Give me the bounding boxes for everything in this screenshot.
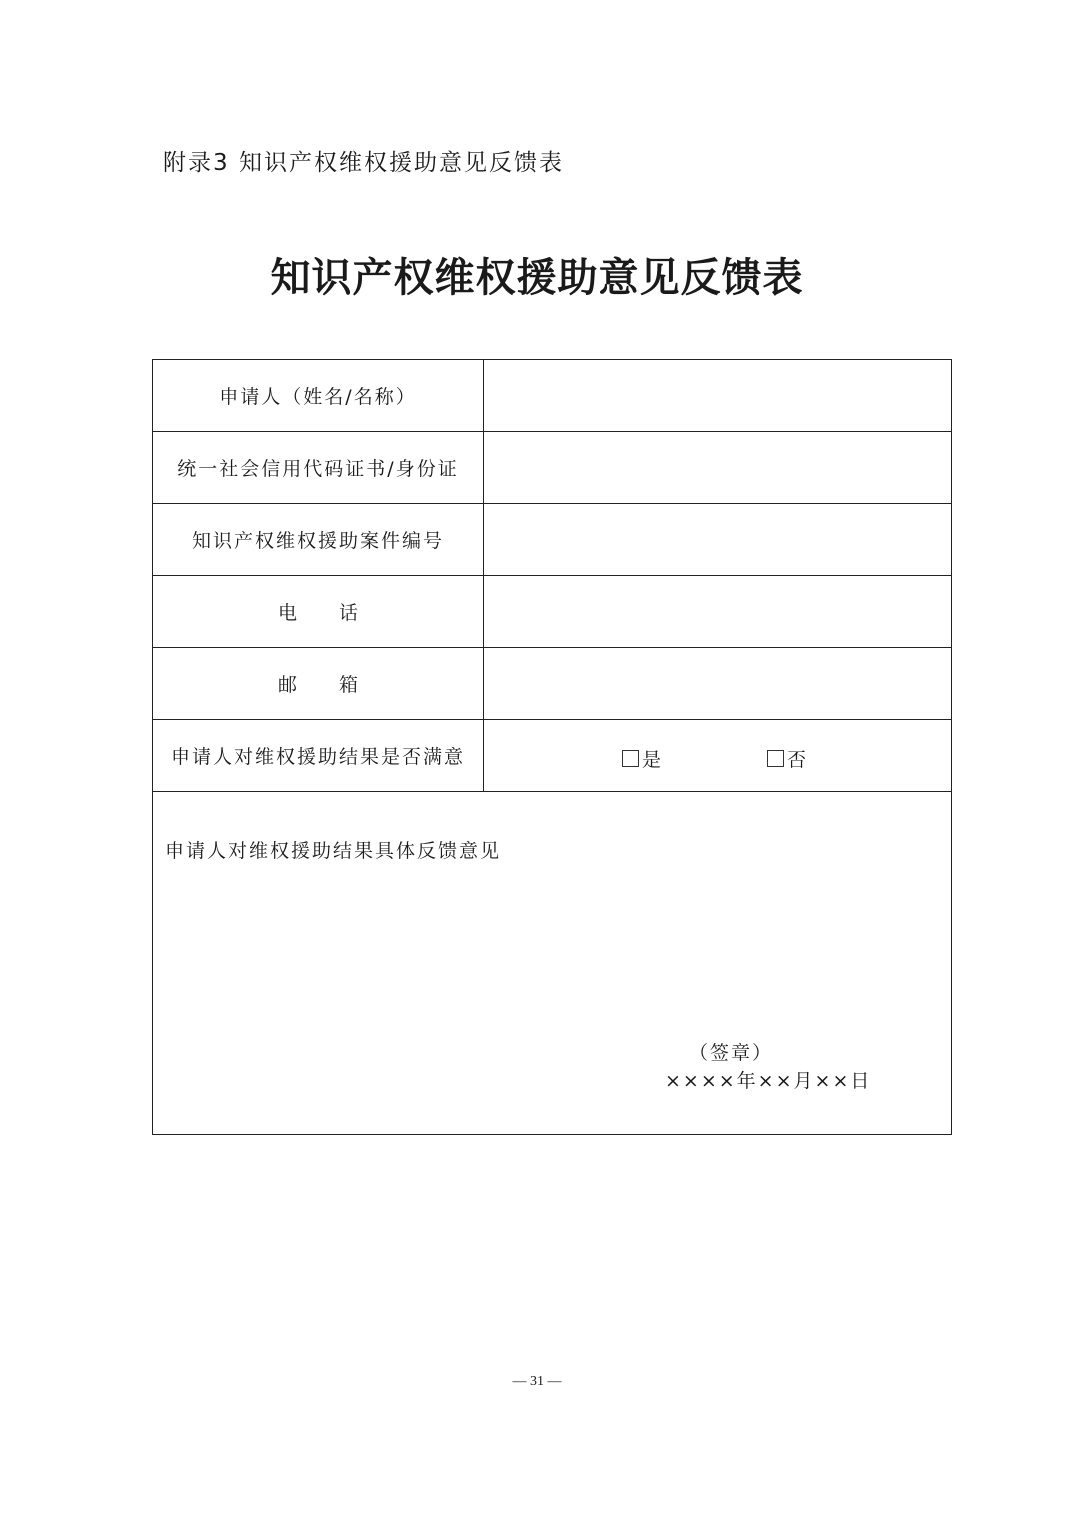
option-no[interactable] [767, 745, 808, 772]
form-row-phone [153, 576, 952, 648]
applicant-name-field[interactable] [484, 360, 952, 432]
checkbox-no[interactable] [767, 750, 784, 767]
field-label-phone: 电话 [277, 602, 400, 624]
email-field[interactable] [484, 648, 952, 720]
form-row-case-number [153, 504, 952, 576]
seal-label: （签章） [689, 1042, 774, 1064]
option-yes-label: 是 [642, 749, 664, 771]
field-label-phone-cell [153, 576, 484, 648]
form-row-applicant [153, 360, 952, 432]
option-no-label: 否 [787, 749, 809, 771]
feedback-form-table [152, 359, 952, 1135]
field-label-satisfaction: 申请人对维权援助结果是否满意 [153, 720, 484, 792]
checkbox-yes[interactable] [622, 750, 639, 767]
form-row-satisfaction [153, 720, 952, 792]
feedback-area[interactable] [153, 792, 952, 1135]
phone-field[interactable] [484, 576, 952, 648]
date-placeholder: ××××年××月××日 [665, 1070, 872, 1092]
field-label-id: 统一社会信用代码证书/身份证 [153, 432, 484, 504]
page-number: — 31 — [512, 1374, 562, 1389]
field-label-case-number: 知识产权维权援助案件编号 [153, 504, 484, 576]
field-label-email: 邮箱 [277, 674, 400, 696]
credit-code-id-field[interactable] [484, 432, 952, 504]
case-number-field[interactable] [484, 504, 952, 576]
field-label-applicant: 申请人（姓名/名称） [153, 360, 484, 432]
form-title: 知识产权维权援助意见反馈表 [270, 254, 804, 301]
appendix-heading: 附录3 知识产权维权援助意见反馈表 [163, 150, 564, 176]
form-row-email [153, 648, 952, 720]
option-yes[interactable] [622, 745, 663, 772]
form-row-id [153, 432, 952, 504]
satisfaction-options [484, 720, 952, 792]
field-label-email-cell [153, 648, 484, 720]
form-row-feedback [153, 792, 952, 1135]
feedback-label: 申请人对维权援助结果具体反馈意见 [165, 840, 502, 862]
